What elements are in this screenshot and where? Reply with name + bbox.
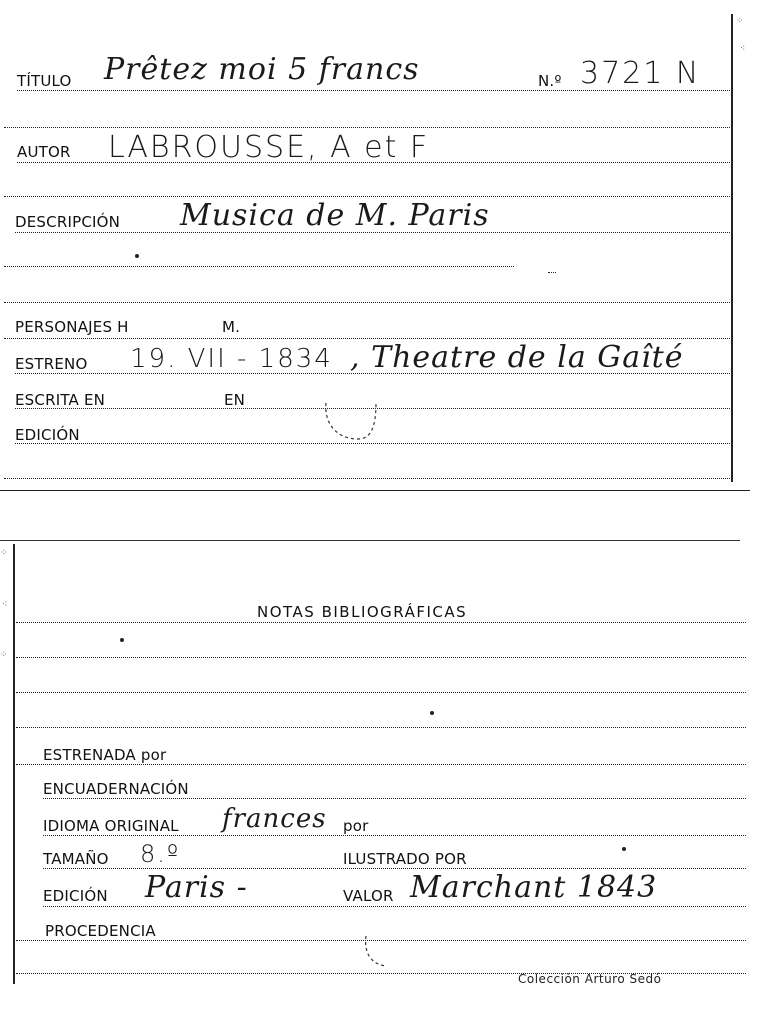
tamano-line bbox=[43, 868, 746, 869]
card-top-edge bbox=[0, 540, 740, 541]
personajes-m-label: M. bbox=[222, 318, 241, 336]
encuadernacion-label: ENCUADERNACIÓN bbox=[43, 780, 189, 798]
titulo-value: Prêtez moi 5 francs bbox=[104, 52, 420, 87]
blank-line bbox=[4, 127, 730, 128]
blank-line bbox=[16, 692, 746, 693]
edicion-line bbox=[43, 906, 746, 907]
escrita-label: ESCRITA EN bbox=[15, 391, 106, 409]
speckle-mark: ⁖ bbox=[740, 44, 746, 54]
speckle-mark: ⁖ bbox=[2, 600, 8, 610]
catalog-card-front bbox=[0, 0, 759, 495]
punch-hole-mark bbox=[360, 932, 410, 972]
ink-dot bbox=[120, 638, 124, 642]
autor-label: AUTOR bbox=[17, 143, 71, 161]
blank-line bbox=[4, 302, 730, 303]
tamano-label: TAMAÑO bbox=[43, 850, 109, 868]
estreno-label: ESTRENO bbox=[15, 355, 88, 373]
blank-line bbox=[4, 196, 730, 197]
speckle-mark: ⁘ bbox=[0, 650, 8, 660]
tamano-value: 8.º bbox=[140, 840, 181, 868]
blank-line bbox=[4, 266, 514, 267]
autor-line bbox=[17, 162, 730, 163]
back-edicion-label: EDICIÓN bbox=[43, 887, 108, 905]
autor-value: LABROUSSE, A et F bbox=[108, 130, 430, 165]
idioma-line bbox=[43, 835, 746, 836]
blank-line bbox=[16, 657, 746, 658]
personajes-line bbox=[4, 338, 730, 339]
back-edicion-value: Paris - bbox=[145, 870, 248, 905]
idioma-por-label: por bbox=[343, 817, 369, 835]
numero-label: N.º bbox=[538, 72, 562, 90]
valor-label: VALOR bbox=[343, 887, 394, 905]
estrenada-label: ESTRENADA por bbox=[43, 746, 167, 764]
punch-hole-mark bbox=[318, 395, 388, 445]
ilustrado-label: ILUSTRADO POR bbox=[343, 850, 467, 868]
encuadernacion-line bbox=[43, 798, 746, 799]
personajes-label: PERSONAJES H bbox=[15, 318, 129, 336]
estreno-date: 19. VII - 1834 bbox=[130, 344, 333, 374]
escrita-en-label: EN bbox=[224, 391, 246, 409]
speckle-mark: ⁘ bbox=[736, 16, 744, 26]
blank-line-fragment bbox=[548, 272, 556, 273]
edicion-label: EDICIÓN bbox=[15, 426, 80, 444]
notas-heading: NOTAS BIBLIOGRÁFICAS bbox=[257, 603, 468, 621]
coleccion-stamp: Colección Arturo Sedó bbox=[518, 972, 662, 986]
ink-dot bbox=[135, 254, 139, 258]
heading-line bbox=[16, 622, 746, 623]
titulo-label: TÍTULO bbox=[17, 72, 72, 90]
idioma-value: frances bbox=[222, 804, 327, 834]
blank-line bbox=[4, 478, 730, 479]
titulo-line bbox=[17, 90, 730, 91]
procedencia-label: PROCEDENCIA bbox=[45, 922, 156, 940]
catalog-card-back bbox=[0, 540, 759, 1028]
estrenada-line bbox=[16, 764, 746, 765]
numero-value: 3721 N bbox=[580, 56, 701, 91]
card-bottom-edge bbox=[0, 490, 750, 491]
descripcion-label: DESCRIPCIÓN bbox=[15, 213, 121, 231]
ink-dot bbox=[622, 847, 626, 851]
speckle-mark: ⁘ bbox=[0, 548, 8, 558]
descripcion-value: Musica de M. Paris bbox=[180, 198, 490, 233]
blank-line bbox=[16, 727, 746, 728]
card-right-edge bbox=[731, 14, 733, 482]
card-left-edge bbox=[13, 544, 15, 984]
ink-dot bbox=[430, 711, 434, 715]
idioma-label: IDIOMA ORIGINAL bbox=[43, 817, 179, 835]
estreno-place: , Theatre de la Gaîté bbox=[350, 340, 684, 375]
valor-value: Marchant 1843 bbox=[410, 870, 658, 905]
descripcion-line bbox=[15, 232, 730, 233]
estreno-line bbox=[15, 373, 730, 374]
